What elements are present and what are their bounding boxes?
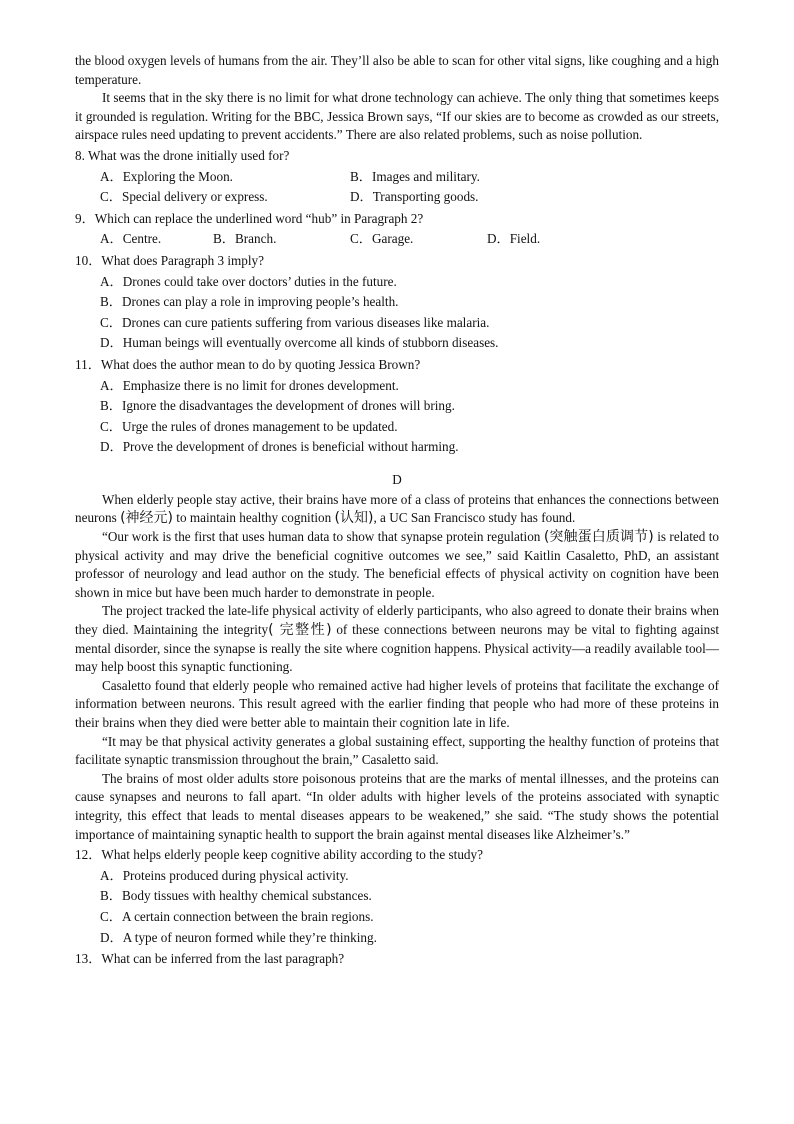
text-run: “Our work is the first that uses human data to show that synapse protein regulation — [102, 529, 544, 545]
passage-c-paragraph: It seems that in the sky there is no limit for what drone technology can achieve. The only thing that sometimes keeps it grounded is regulation. Writing for the BBC, Jessica Brown says, “If our skies are to become as crowded as our streets, airspace rules need updating to prevent accidents.” There are also related problems, such as noise pollution. — [75, 90, 719, 143]
chinese-gloss: ( 完整性) — [268, 622, 332, 639]
option-d: D．Human beings will eventually overcome all kinds of stubborn diseases. — [100, 335, 499, 351]
question-8-options — [75, 167, 719, 188]
option-a: A．Proteins produced during physical activity. — [100, 867, 349, 883]
question-8-options — [75, 187, 719, 208]
option-b: B．Body tissues with healthy chemical substances. — [100, 888, 372, 904]
passage-d-paragraph: “It may be that physical activity generates a global sustaining effect, supporting the healthy function of proteins that facilitate synaptic transmission throughout the brain,” Casaletto said. — [75, 733, 719, 768]
text-run: The project tracked the late-life physical activity of elderly participants, who also agreed to donate their brains when they died. Maintaining the integrity — [75, 603, 719, 638]
option-c: C．Drones can cure patients suffering from various diseases like malaria. — [100, 314, 490, 330]
question-8-stem: 8. What was the drone initially used for? — [75, 147, 290, 163]
text-run: When elderly people stay active, their brains have more of a class of proteins that enhances the connections between neurons — [75, 491, 719, 526]
text-run: is related to physical activity and may drive the beneficial cognitive outcomes we see,” said Kaitlin Casaletto, PhD, an assistant professor of neurology and lead author on the study. The beneficial effects of physical activity on cognition have been shown in mice but have been much harder to demonstrate in people. — [75, 529, 719, 600]
option-d: D．A type of neuron formed while they’re thinking. — [100, 929, 377, 945]
question-12-stem: 12．What helps elderly people keep cognitive ability according to the study? — [75, 847, 483, 863]
option-d: D．Prove the development of drones is beneficial without harming. — [100, 439, 459, 455]
option-a: A．Drones could take over doctors’ duties in the future. — [100, 273, 397, 289]
option-d: D．Transporting goods. — [350, 189, 479, 205]
passage-d-paragraph — [75, 602, 719, 676]
option-c: C．A certain connection between the brain regions. — [100, 908, 374, 924]
option-c: C．Special delivery or express. — [100, 189, 268, 205]
passage-d-title: D — [392, 471, 402, 487]
option-a: A．Exploring the Moon. — [100, 168, 233, 184]
option-c: C．Garage. — [350, 231, 414, 247]
option-a: A．Centre. — [100, 231, 162, 247]
option-b: B．Branch. — [213, 231, 277, 247]
question-13-stem: 13．What can be inferred from the last paragraph? — [75, 951, 345, 967]
option-c: C．Urge the rules of drones management to be updated. — [100, 418, 398, 434]
option-b: B．Images and military. — [350, 168, 480, 184]
option-b: B．Ignore the disadvantages the development of drones will bring. — [100, 398, 455, 414]
text-run: of these connections between neurons may be vital to fighting against mental disorder, since the synapse is really the site where cognition happens. Physical activity—a readily available tool—may help boost this synaptic functioning. — [75, 622, 720, 675]
chinese-gloss: (突触蛋白质调节) — [543, 529, 654, 546]
passage-d-paragraph: Casaletto found that elderly people who remained active had higher levels of proteins that facilitate the exchange of information between neurons. This result agreed with the earlier finding that people who had more of these proteins in their brains when they died were better able to maintain their cognition late in life. — [75, 677, 719, 730]
chinese-gloss: (认知) — [334, 510, 374, 527]
option-a: A．Emphasize there is no limit for drones development. — [100, 377, 399, 393]
option-d: D．Field. — [487, 231, 541, 247]
passage-c-paragraph: the blood oxygen levels of humans from the air. They’ll also be able to scan for other vital signs, like coughing and a high temperature. — [75, 53, 719, 87]
passage-d-paragraph — [75, 491, 719, 528]
text-run: , a UC San Francisco study has found. — [373, 510, 576, 526]
question-9-stem: 9．Which can replace the underlined word “hub” in Paragraph 2? — [75, 210, 424, 226]
option-b: B．Drones can play a role in improving people’s health. — [100, 294, 399, 310]
passage-d-paragraph: The brains of most older adults store poisonous proteins that are the marks of mental illnesses, and the proteins can cause synapses and neurons to fall apart. “In older adults with higher levels of the proteins associated with synaptic integrity, this effect that leads to mental diseases appears to be weakened,” she said. “The study shows the potential importance of maintaining synaptic health to support the brain against mental diseases like Alzheimer’s.” — [75, 770, 719, 842]
chinese-gloss: (神经元) — [120, 510, 173, 527]
question-11-stem: 11．What does the author mean to do by quoting Jessica Brown? — [75, 356, 421, 372]
question-9-options — [75, 229, 719, 250]
question-10-stem: 10．What does Paragraph 3 imply? — [75, 252, 264, 268]
text-run: to maintain healthy cognition — [173, 510, 335, 526]
exam-page — [75, 52, 719, 970]
passage-d-paragraph — [75, 528, 719, 602]
